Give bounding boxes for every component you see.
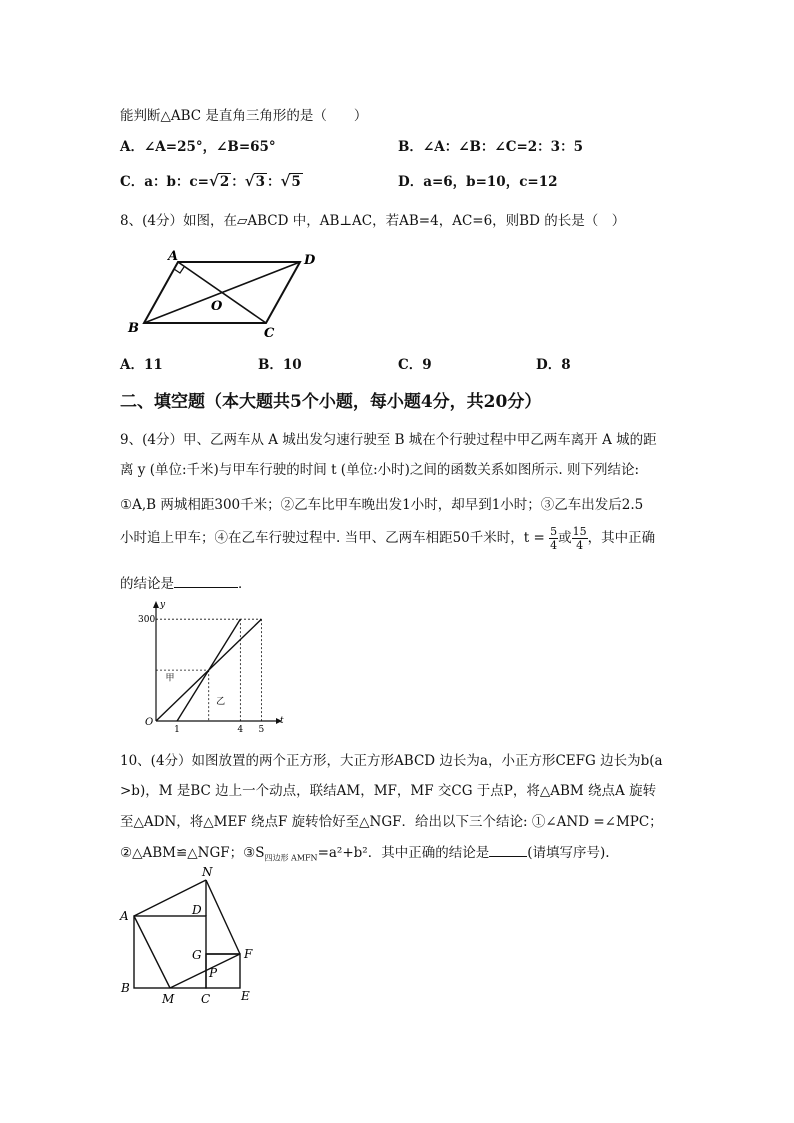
q10-line-4-start: ②△ABM≌△NGF；③S bbox=[120, 845, 265, 861]
q9-line-2: 离 y (单位:千米)与甲车行驶的时间 t (单位:小时)之间的函数关系如图所示. 则下列结论: bbox=[120, 462, 640, 478]
q8-parallelogram-figure bbox=[118, 240, 338, 340]
fraction-15-4: $\frac{15}{4}$ bbox=[572, 525, 587, 552]
x-tick-label-1: 1 bbox=[174, 725, 180, 735]
q7-stem: 能判断△ABC 是直角三角形的是（ ） bbox=[120, 108, 368, 124]
q8-stem: 8、(4分）如图，在▱ABCD 中，AB⊥AC，若AB=4，AC=6，则BD 的长是（ ） bbox=[120, 213, 626, 229]
q9-line-4-end: ，其中正确 bbox=[587, 530, 656, 546]
label-g: G bbox=[192, 948, 202, 962]
q8-option-a: A．11 bbox=[120, 357, 163, 373]
section-title: 二、填空题（本大题共5个小题，每小题4分，共20分） bbox=[120, 392, 542, 412]
segment-nf bbox=[206, 880, 240, 954]
segment-am bbox=[134, 916, 170, 988]
origin-label: O bbox=[145, 717, 154, 728]
label-d: D bbox=[304, 253, 316, 268]
q8-option-b: B．10 bbox=[258, 357, 302, 373]
q9-line-3: ①A,B 两城相距300千米；②乙车比甲车晚出发1小时，却早到1小时；③乙车出发后2.5 bbox=[120, 497, 644, 513]
label-m: M bbox=[162, 992, 175, 1006]
y-axis-arrow bbox=[153, 601, 159, 608]
q10-squares-figure bbox=[116, 864, 266, 1009]
label-f: F bbox=[244, 947, 253, 961]
q7-option-b: B．∠A：∠B：∠C=2：3：5 bbox=[398, 139, 583, 155]
ratio-colon: ： bbox=[231, 174, 245, 190]
fraction-5-4: $\frac{5}{4}$ bbox=[550, 525, 558, 552]
label-a: A bbox=[120, 909, 129, 923]
label-a: A bbox=[168, 249, 179, 264]
q9-line-4 bbox=[120, 524, 655, 552]
q9-line-5 bbox=[120, 572, 252, 592]
q10-line-4-end: (请填写序号). bbox=[527, 845, 610, 861]
label-o: O bbox=[211, 299, 223, 314]
q9-distance-time-chart bbox=[136, 598, 286, 740]
sqrt-5: 5 bbox=[291, 174, 301, 190]
ratio-colon: ： bbox=[267, 174, 281, 190]
segment-mf bbox=[170, 954, 240, 988]
series-label-yi: 乙 bbox=[216, 697, 226, 708]
q10-answer-blank[interactable] bbox=[489, 855, 527, 857]
q8-option-c: C．9 bbox=[398, 357, 432, 373]
q8-option-d: D．8 bbox=[536, 357, 571, 373]
x-tick-label-4: 4 bbox=[237, 725, 244, 735]
y-tick-label-300: 300 bbox=[138, 615, 156, 626]
q10-line-4 bbox=[120, 841, 610, 864]
label-n: N bbox=[202, 865, 213, 879]
label-c: C bbox=[201, 992, 211, 1006]
q10-line-4-mid: =a²+b²．其中正确的结论是 bbox=[317, 845, 490, 861]
label-c: C bbox=[264, 326, 275, 340]
q7-option-c-prefix: C．a：b：c= bbox=[120, 174, 209, 190]
label-p: P bbox=[209, 966, 218, 980]
or-word: 或 bbox=[558, 530, 572, 546]
label-d: D bbox=[192, 903, 202, 917]
q9-end-period: ． bbox=[238, 576, 252, 592]
q10-line-1: 10、(4分）如图放置的两个正方形，大正方形ABCD 边长为a，小正方形CEFG 边长为b(a bbox=[120, 753, 663, 769]
label-b: B bbox=[128, 321, 139, 336]
q9-answer-blank[interactable] bbox=[174, 586, 238, 588]
q7-option-a: A．∠A=25°，∠B=65° bbox=[120, 139, 276, 155]
label-e: E bbox=[241, 989, 250, 1003]
x-axis-label: t bbox=[280, 716, 284, 726]
series-line-yi bbox=[177, 619, 240, 721]
area-subscript: 四边形 AMFN bbox=[264, 853, 318, 863]
q9-answer-prompt: 的结论是 bbox=[120, 576, 174, 592]
q7-option-d: D．a=6，b=10，c=12 bbox=[398, 174, 558, 190]
q10-line-2: >b)，M 是BC 边上一个动点，联结AM，MF，MF 交CG 于点P，将△ABM 绕点A 旋转 bbox=[120, 783, 657, 799]
y-axis-label: y bbox=[160, 600, 166, 610]
q9-line-4-text: 小时追上甲车；④在乙车行驶过程中. 当甲、乙两车相距50千米时，t = bbox=[120, 530, 545, 546]
q7-option-c: C．a：b：c=√2 ：√3 ：√5 bbox=[120, 172, 301, 190]
label-b: B bbox=[121, 981, 130, 995]
sqrt-3: 3 bbox=[255, 174, 265, 190]
series-label-jia: 甲 bbox=[165, 673, 175, 684]
q9-line-1: 9、(4分）甲、乙两车从 A 城出发匀速行驶至 B 城在个行驶过程中甲乙两车离开 A 城的距 bbox=[120, 432, 657, 448]
q10-line-3: 至△ADN，将△MEF 绕点F 旋转恰好至△NGF．给出以下三个结论: ①∠AND =∠MPC； bbox=[120, 814, 663, 830]
x-tick-label-5: 5 bbox=[258, 725, 265, 735]
sqrt-2: 2 bbox=[219, 174, 230, 190]
